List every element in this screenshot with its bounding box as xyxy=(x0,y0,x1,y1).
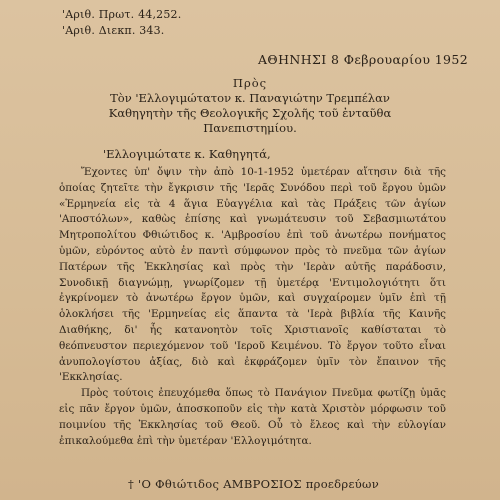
salutation: 'Ελλογιμώτατε κ. Καθηγητά, xyxy=(103,147,271,161)
body-paragraph-2: Πρὸς τούτοις ἐπευχόμεθα ὅπως τὸ Πανάγιον Πνεῦμα φωτίζῃ ὑμᾶς εἰς πᾶν ἔργον ὑμῶν, ἀποσκοποῦν εἰς τὴν κατὰ Χριστὸν μόρφωσιν τοῦ ποιμνίου τῆς Ἐκκλησίας τοῦ Θεοῦ. Οὗ τὸ ἔλεος καὶ τὴν εὐλογίαν ἐπικαλούμεθα ἐπὶ τὴν ὑμετέραν 'Ελλογιμότητα. xyxy=(59,387,446,447)
addressee-line-3: Πανεπιστημίου. xyxy=(203,121,297,135)
addressee-line-2: Καθηγητὴν τῆς Θεολογικῆς Σχολῆς τοῦ ἐνταῦθα xyxy=(108,106,392,120)
addressee-line-1: Τὸν 'Ελλογιμώτατον κ. Παναγιώτην Τρεμπέλαν xyxy=(110,91,390,105)
signature-line: † 'Ο Φθιώτιδος ΑΜΒΡΟΣΙΟΣ προεδρεύων xyxy=(128,477,379,491)
letter-date: ΑΘΗΝΗΣΙ 8 Φεβρουαρίου 1952 xyxy=(258,52,469,67)
protocol-number: 'Αριθ. Πρωτ. 44,252. xyxy=(62,8,182,21)
body-paragraph-1: Ἔχοντες ὑπ' ὄψιν τὴν ἀπὸ 10-1-1952 ὑμετέραν αἴτησιν διὰ τῆς ὁποίας ζητεῖτε τὴν ἔγκρισιν τῆς 'Ιερᾶς Συνόδου περὶ τοῦ ἔργου ὑμῶν «Ἑρμηνεία εἰς τὰ 4 ἅγια Εὐαγγέλια καὶ τὰς Πράξεις τῶν ἁγίων 'Αποστόλων», καθὼς ἐπίσης καὶ γνωμάτευσιν τοῦ Σεβασμιωτάτου Μητροπολίτου Φθιώτιδος κ. 'Αμβροσίου ἐπὶ τοῦ ἀνωτέρω πονήματος ὑμῶν, εὑρόντος αὐτὸ ἐν παντὶ σύμφωνον πρὸς τὸ πνεῦμα τῶν ἁγίων Πατέρων τῆς Ἐκκλησίας καὶ πρὸς τὴν 'Ιερὰν αὐτῆς παράδοσιν, Συνοδικῇ διαγνώμῃ, γνωρίζομεν τῇ ὑμετέρᾳ 'Εντιμολογιότητι ὅτι ἐγκρίνομεν τὸ ἀνωτέρω ἔργον ὑμῶν, καὶ συγχαίρομεν ὑμῖν ἐπὶ τῇ ὁλοκλήσει τῆς 'Ερμηνείας εἰς ἅπαντα τὰ 'Ιερὰ βιβλία τῆς Καινῆς Διαθήκης, δι' ἧς κατανοητὸν τοῖς Χριστιανοῖς καθίσταται τὸ θεόπνευστον περιεχόμενον τοῦ 'Ιεροῦ Κειμένου. Τὸ ἔργον τοῦτο εἶναι ἀνυπολογίστου ἀξίας, διὸ καὶ ἐκφράζομεν ὑμῖν τὸν ἔπαινον τῆς 'Εκκλησίας. xyxy=(59,166,446,384)
dispatch-number: 'Αριθ. Διεκπ. 343. xyxy=(62,24,165,37)
letter-body xyxy=(59,165,446,449)
addressee-pros: Πρὸς xyxy=(232,76,268,90)
